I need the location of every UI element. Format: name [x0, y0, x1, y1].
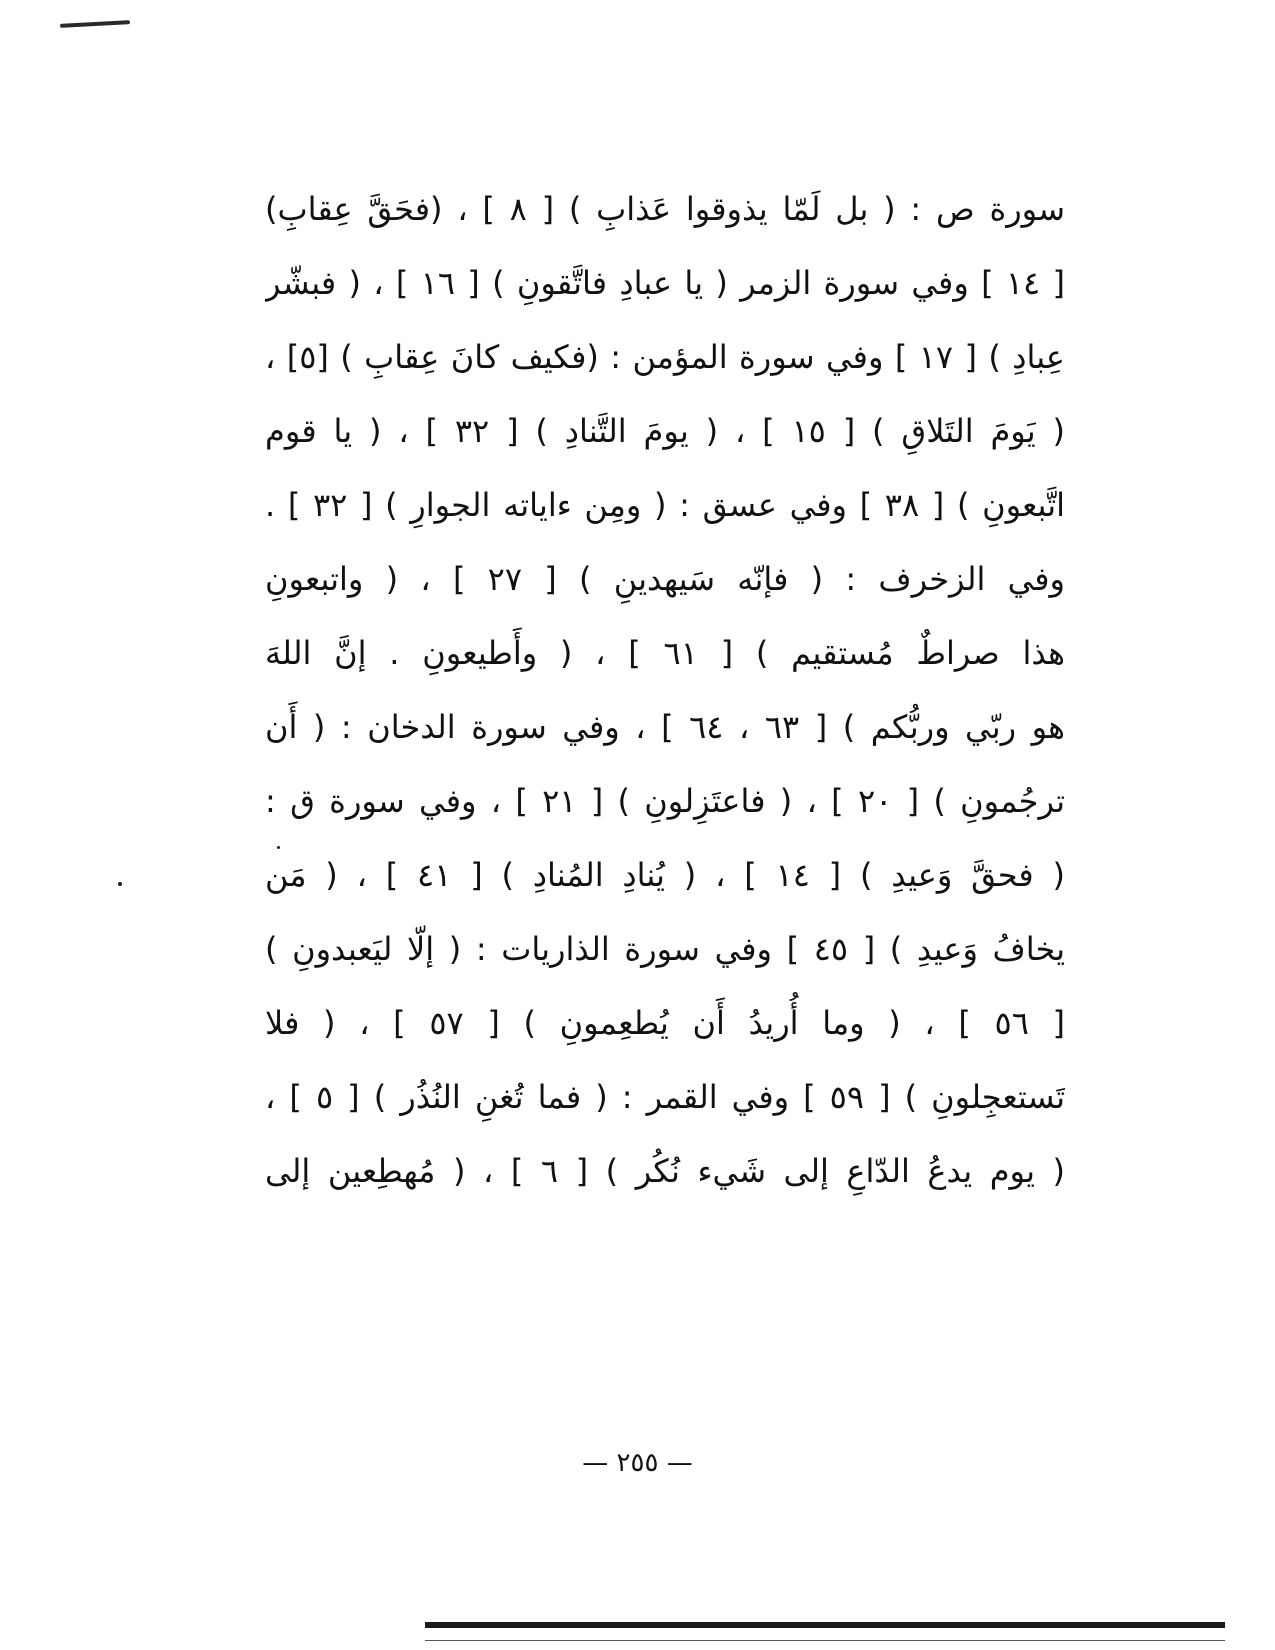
scan-speck: [118, 882, 122, 886]
scan-artifact-top: [60, 20, 130, 28]
text-line-12: [ ٥٦ ] ، ( وما أُريدُ أَن يُطعِمونِ ) [ ٥٧ ] ، ( فلا: [265, 1004, 1065, 1042]
page-number: — ٢٥٥ —: [582, 1448, 693, 1478]
scan-bottom-rule: [425, 1622, 1225, 1628]
text-line-3: عِبادِ ) [ ١٧ ] وفي سورة المؤمن : (فكيف كانَ عِقابِ ) [٥] ،: [265, 338, 1065, 376]
text-line-9: ترجُمونِ ) [ ٢٠ ] ، ( فاعتَزِلونِ ) [ ٢١ ] ، وفي سورة ق :: [265, 782, 1065, 820]
text-line-14: ( يوم يدعُ الدّاعِ إلى شَيء نُكُر ) [ ٦ ] ، ( مُهطِعين إلى: [265, 1152, 1065, 1190]
text-line-1: سورة ص : ( بل لَمّا يذوقوا عَذابِ ) [ ٨ ] ، (فحَقَّ عِقابِ): [265, 190, 1065, 228]
text-line-11: يخافُ وَعيدِ ) [ ٤٥ ] وفي سورة الذاريات : ( إلّا ليَعبدونِ ): [265, 930, 1065, 968]
scan-bottom-rule-thin: [425, 1640, 1225, 1641]
text-line-2: [ ١٤ ] وفي سورة الزمر ( يا عبادِ فاتَّقونِ ) [ ١٦ ] ، ( فبشّر: [265, 264, 1065, 302]
text-line-8: هو ربّي وربُّكم ) [ ٦٣ ، ٦٤ ] ، وفي سورة الدخان : ( أَن: [265, 708, 1065, 746]
text-line-6: وفي الزخرف : ( فإنّه سَيهدينِ ) [ ٢٧ ] ، ( واتبعونِ: [265, 560, 1065, 598]
text-line-4: ( يَومَ التَلاقِ ) [ ١٥ ] ، ( يومَ التَّنادِ ) [ ٣٢ ] ، ( يا قوم: [265, 412, 1065, 450]
text-line-13: تَستعجِلونِ ) [ ٥٩ ] وفي القمر : ( فما تُغنِ النُذُر ) [ ٥ ] ،: [265, 1078, 1065, 1116]
text-line-7: هذا صراطٌ مُستقيم ) [ ٦١ ] ، ( وأَطيعونِ . إنَّ اللهَ: [265, 634, 1065, 672]
arabic-text-body: [265, 172, 1065, 1208]
text-line-5: اتَّبعونِ ) [ ٣٨ ] وفي عسق : ( ومِن ءاياته الجوارِ ) [ ٣٢ ] .: [265, 486, 1065, 524]
text-line-10: ( فحقَّ وَعيدِ ) [ ١٤ ] ، ( يُنادِ المُنادِ ) [ ٤١ ] ، ( مَن: [265, 856, 1065, 894]
